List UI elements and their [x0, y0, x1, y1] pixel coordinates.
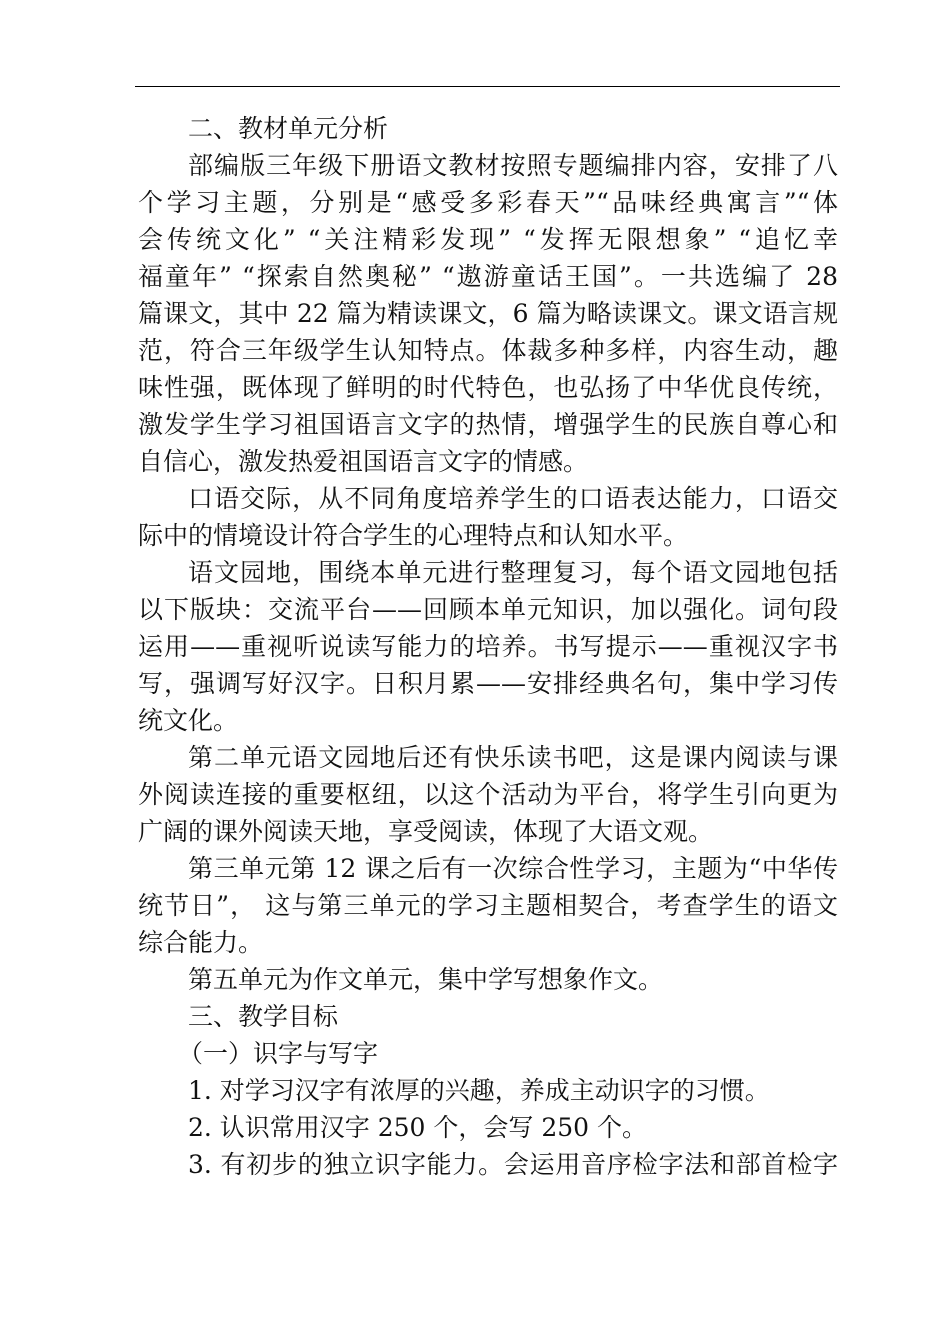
text-line: 以下版块：交流平台——回顾本单元知识，加以强化。词句段	[138, 595, 838, 624]
text-line: 语文园地，围绕本单元进行整理复习，每个语文园地包括	[188, 558, 838, 587]
section-heading	[138, 110, 838, 147]
text-line: 三、教学目标	[188, 1002, 339, 1031]
paragraph	[138, 480, 838, 554]
paragraph	[138, 1146, 838, 1183]
paragraph	[138, 850, 838, 961]
text-line: 二、教材单元分析	[188, 114, 389, 143]
text-line: 综合能力。	[138, 928, 264, 957]
text-line: 第二单元语文园地后还有快乐读书吧，这是课内阅读与课	[188, 743, 838, 772]
text-line: 会传统文化” “关注精彩发现” “发挥无限想象” “追忆幸	[138, 225, 838, 254]
text-line: 统文化。	[138, 706, 239, 735]
text-line: 口语交际，从不同角度培养学生的口语表达能力，口语交	[188, 484, 838, 513]
text-line: 统节日”， 这与第三单元的学习主题相契合，考查学生的语文	[138, 891, 838, 920]
paragraph	[138, 147, 838, 480]
text-line: 激发学生学习祖国语言文字的热情，增强学生的民族自尊心和	[138, 410, 838, 439]
text-line: 篇课文，其中 22 篇为精读课文，6 篇为略读课文。课文语言规	[138, 299, 838, 328]
document-body	[138, 110, 838, 1183]
paragraph	[138, 739, 838, 850]
text-line: 2. 认识常用汉字 250 个，会写 250 个。	[188, 1113, 648, 1142]
text-line: （一）识字与写字	[178, 1039, 379, 1068]
text-line: 写，强调写好汉字。日积月累——安排经典名句，集中学习传	[138, 669, 838, 698]
text-line: 广阔的课外阅读天地，享受阅读，体现了大语文观。	[138, 817, 714, 846]
text-line: 部编版三年级下册语文教材按照专题编排内容，安排了八	[188, 151, 838, 180]
paragraph	[138, 961, 838, 998]
text-line: 个学习主题，分别是“感受多彩春天”“品味经典寓言”“体	[138, 188, 838, 217]
text-line: 福童年” “探索自然奥秘” “遨游童话王国”。一共选编了 28	[138, 262, 838, 291]
text-line: 自信心，激发热爱祖国语言文字的情感。	[138, 447, 589, 476]
text-line: 外阅读连接的重要枢纽，以这个活动为平台，将学生引向更为	[138, 780, 838, 809]
text-line: 味性强，既体现了鲜明的时代特色，也弘扬了中华优良传统，	[138, 373, 838, 402]
text-line: 3. 有初步的独立识字能力。会运用音序检字法和部首检字	[188, 1150, 838, 1179]
text-line: 际中的情境设计符合学生的心理特点和认知水平。	[138, 521, 689, 550]
text-line: 第三单元第 12 课之后有一次综合性学习，主题为“中华传	[188, 854, 838, 883]
paragraph	[138, 1072, 838, 1109]
text-line: 运用——重视听说读写能力的培养。书写提示——重视汉字书	[138, 632, 838, 661]
section-heading	[138, 1035, 838, 1072]
text-line: 范，符合三年级学生认知特点。体裁多种多样，内容生动，趣	[138, 336, 838, 365]
header-rule	[135, 86, 840, 87]
text-line: 第五单元为作文单元，集中学写想象作文。	[188, 965, 664, 994]
text-line: 1. 对学习汉字有浓厚的兴趣，养成主动识字的习惯。	[188, 1076, 770, 1105]
section-heading	[138, 998, 838, 1035]
paragraph	[138, 554, 838, 739]
paragraph	[138, 1109, 838, 1146]
